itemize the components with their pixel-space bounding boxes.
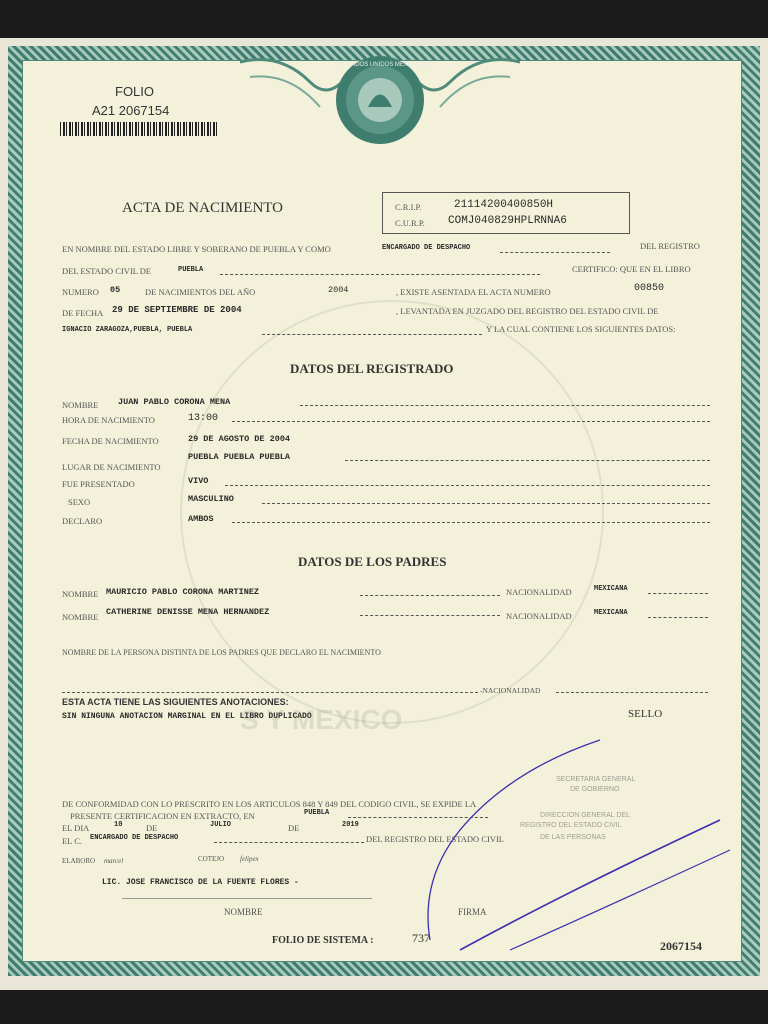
cert-line1: DE CONFORMIDAD CON LO PRESCRITO EN LOS ARTICULOS 848 Y 849 DEL CODIGO CIVIL, SE EXPIDE LA xyxy=(62,799,477,809)
cert-dia-label: EL DIA xyxy=(62,823,90,833)
fecha-value: 29 DE AGOSTO DE 2004 xyxy=(188,434,291,444)
firma-footer-label: FIRMA xyxy=(458,907,487,917)
padre-nombre: MAURICIO PABLO CORONA MARTINEZ xyxy=(106,587,260,597)
hora-label: HORA DE NACIMIENTO xyxy=(62,415,155,425)
intro-line3-c: , EXISTE ASENTADA EL ACTA NUMERO xyxy=(396,287,551,297)
firmante-nombre: LIC. JOSE FRANCISCO DE LA FUENTE FLORES - xyxy=(102,878,299,887)
cert-line2-a: PRESENTE CERTIFICACION EN EXTRACTO, EN xyxy=(70,811,255,821)
stamp-line1: SECRETARIA GENERAL xyxy=(556,776,636,783)
presentado-value: VIVO xyxy=(188,476,209,486)
intro-line3-a: NUMERO xyxy=(62,287,99,297)
anotaciones-texto: SIN NINGUNA ANOTACION MARGINAL EN EL LIBRO DUPLICADO xyxy=(62,712,312,721)
padre-nombre-label: NOMBRE xyxy=(62,589,99,599)
stamp-line5: DE LAS PERSONAS xyxy=(540,834,606,841)
distinta-label: NOMBRE DE LA PERSONA DISTINTA DE LOS PADRES QUE DECLARO EL NACIMIENTO xyxy=(62,648,381,657)
curp-label: C.U.R.P. xyxy=(395,218,425,228)
cert-line4-a: EL C. xyxy=(62,836,82,846)
padre-nac-label: NACIONALIDAD xyxy=(506,587,572,597)
watermark-text: S Y MEXICO xyxy=(240,704,403,735)
cert-de2: DE xyxy=(288,823,300,833)
madre-nombre: CATHERINE DENISSE MENA HERNANDEZ xyxy=(106,607,270,617)
elaboro-value: marcel xyxy=(104,857,124,865)
intro-line5-b: Y LA CUAL CONTIENE LOS SIGUIENTES DATOS: xyxy=(486,324,676,334)
cotejo-label: COTEJO xyxy=(198,855,225,863)
barcode xyxy=(60,122,218,136)
cotejo-value: felipex xyxy=(240,855,259,863)
cert-dia: 10 xyxy=(114,821,123,829)
elaboro-label: ELABORO xyxy=(62,857,96,865)
cert-line4-b: DEL REGISTRO DEL ESTADO CIVIL xyxy=(366,834,504,844)
crip-label: C.R.I.P. xyxy=(395,202,422,212)
intro-line3-b: DE NACIMIENTOS DEL AÑO xyxy=(145,287,256,297)
curp-value: COMJ040829HPLRNNA6 xyxy=(448,215,567,227)
madre-nombre-label: NOMBRE xyxy=(62,612,99,622)
folio-sistema-value: 737 xyxy=(412,931,430,945)
nombre-value: JUAN PABLO CORONA MENA xyxy=(118,397,231,407)
sexo-value: MASCULINO xyxy=(188,494,234,504)
fecha-label: FECHA DE NACIMIENTO xyxy=(62,436,159,446)
madre-nac: MEXICANA xyxy=(594,609,628,617)
cert-mes: JULIO xyxy=(210,821,232,829)
lugar-label: LUGAR DE NACIMIENTO xyxy=(62,462,161,472)
sexo-label: SEXO xyxy=(68,497,91,507)
presentado-label: FUE PRESENTADO xyxy=(62,479,135,489)
intro-line2-b: CERTIFICO: QUE EN EL LIBRO xyxy=(572,264,691,274)
cert-line2-value: PUEBLA xyxy=(304,809,330,817)
crest-text: ESTADOS UNIDOS MEXICANOS xyxy=(340,62,431,68)
intro-line3-libro: 05 xyxy=(110,285,121,295)
crip-value: 21114200400850H xyxy=(454,199,554,211)
declaro-label: DECLARO xyxy=(62,516,103,526)
stamp-line3: DIRECCION GENERAL DEL xyxy=(540,812,630,819)
nombre-footer-label: NOMBRE xyxy=(224,907,263,917)
signature-ink xyxy=(420,720,740,960)
intro-line1-b: DEL REGISTRO xyxy=(640,241,700,251)
lugar-value: PUEBLA PUEBLA PUEBLA xyxy=(188,452,291,462)
cert-de1: DE xyxy=(146,823,158,833)
document-title: ACTA DE NACIMIENTO xyxy=(122,200,284,216)
intro-line4-a: DE FECHA xyxy=(62,308,104,318)
folio-number: A21 2067154 xyxy=(92,103,170,118)
padres-heading: DATOS DE LOS PADRES xyxy=(298,554,447,569)
intro-line4-b: , LEVANTADA EN JUZGADO DEL REGISTRO DEL ESTADO CIVIL DE xyxy=(396,306,659,316)
folio-label: FOLIO xyxy=(115,84,155,99)
madre-nac-label: NACIONALIDAD xyxy=(506,611,572,621)
cert-anio: 2019 xyxy=(342,821,359,829)
stamp-line2: DE GOBIERNO xyxy=(570,786,620,793)
intro-line4-fecha: 29 DE SEPTIEMBRE DE 2004 xyxy=(112,305,242,315)
sello-label: SELLO xyxy=(628,708,663,720)
intro-line1-a: EN NOMBRE DEL ESTADO LIBRE Y SOBERANO DE PUEBLA Y COMO xyxy=(62,244,331,254)
anotaciones-heading: ESTA ACTA TIENE LAS SIGUIENTES ANOTACIONES: xyxy=(62,697,289,707)
intro-line1-value: ENCARGADO DE DESPACHO xyxy=(382,244,471,252)
intro-line3-acta: 00850 xyxy=(634,283,665,294)
folio-sistema-label: FOLIO DE SISTEMA : xyxy=(272,935,374,946)
intro-line5-lugar: IGNACIO ZARAGOZA,PUEBLA, PUEBLA xyxy=(62,326,193,334)
declaro-value: AMBOS xyxy=(188,514,214,524)
nombre-label: NOMBRE xyxy=(62,400,99,410)
intro-line3-anio: 2004 xyxy=(328,285,349,295)
distinta-nac-label: -NACIONALIDAD xyxy=(480,686,541,695)
cert-line4-value: ENCARGADO DE DESPACHO xyxy=(90,834,179,842)
folio-final: 2067154 xyxy=(660,939,702,953)
padre-nac: MEXICANA xyxy=(594,585,628,593)
stamp-line4: REGISTRO DEL ESTADO CIVIL xyxy=(520,822,622,829)
hora-value: 13:00 xyxy=(188,413,219,424)
intro-line2-value: PUEBLA xyxy=(178,266,204,274)
intro-line2-a: DEL ESTADO CIVIL DE xyxy=(62,266,152,276)
registrado-heading: DATOS DEL REGISTRADO xyxy=(290,361,454,376)
